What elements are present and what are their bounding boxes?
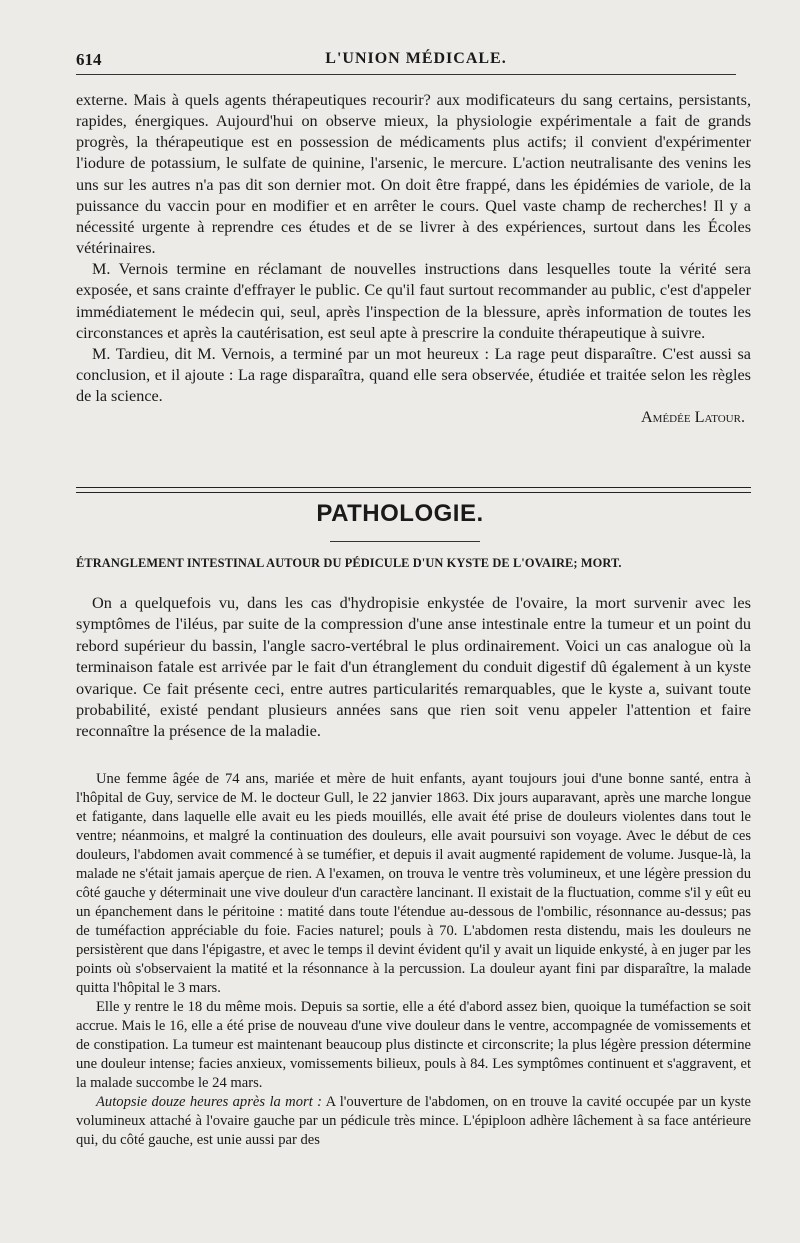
running-head xyxy=(76,44,756,74)
case-report-block xyxy=(76,770,751,1150)
autopsy-lead: Autopsie douze heures après la mort : xyxy=(96,1094,323,1110)
author-signature: Amédée Latour. xyxy=(640,408,745,427)
page-number: 614 xyxy=(76,50,102,69)
article-subheading: ÉTRANGLEMENT INTESTINAL AUTOUR DU PÉDICULE D'UN KYSTE DE L'OVAIRE; MORT. xyxy=(76,556,622,570)
intro-paragraph-block xyxy=(76,592,751,742)
intro-paragraph: On a quelquefois vu, dans les cas d'hydropisie enkystée de l'ovaire, la mort survenir avec les symptômes de l'iléus, par suite de la compression d'une anse intestinale entre la tumeur et un point du rebord supérieur du bassin, l'angle sacro-vertébral le plus ordinairement. Voici un cas analogue où la terminaison fatale est arrivée par le fait d'un étranglement du conduit digestif dû également à un kyste ovarique. Ce fait présente ceci, entre autres particularités remarquables, que le kyste a, suivant toute probabilité, existé pendant plusieurs années sans que rien soit venu appeler l'attention et faire reconnaître la présence de la maladie. xyxy=(76,593,751,741)
autopsy-text: A l'ouverture de l'abdomen, on en trouve la cavité occupée par un kyste volumineux attaché à l'ovaire gauche par un pédicule très mince. L'épiploon adhère lâchement à sa face antérieure qui, du côté gauche, est unie aussi par des xyxy=(76,1094,751,1148)
upper-article-text xyxy=(76,90,751,429)
upper-paragraph-2: M. Vernois termine en réclamant de nouvelles instructions dans lesquelles toute la vérité sera exposée, et sans crainte d'effrayer le public. Ce qu'il faut surtout recommander au public, c'est d'appeler immédiatement le médecin qui, seul, après l'inspection de la blessure, après information de toutes les circonstances et après la cautérisation, est seul apte à prescrire la conduite thérapeutique à suivre. xyxy=(76,260,751,342)
journal-title: L'UNION MÉDICALE. xyxy=(325,50,507,67)
upper-paragraph-3: M. Tardieu, dit M. Vernois, a terminé par un mot heureux : La rage peut disparaître. C'est aussi sa conclusion, et il ajoute : La rage disparaîtra, quand elle sera observée, étudiée et traitée selon les règles de la science. xyxy=(76,344,751,406)
case-paragraph-1: Une femme âgée de 74 ans, mariée et mère de huit enfants, ayant toujours joui d'une bonne santé, entra à l'hôpital de Guy, service de M. le docteur Gull, le 22 janvier 1863. Dix jours auparavant, après une marche longue et fatigante, dans laquelle elle avait eu les pieds mouillés, elle avait été prise de douleurs violentes dans tout le ventre; néanmoins, et malgré la continuation des douleurs, elle avait poursuivi son voyage. Avec le début de ces douleurs, l'abdomen avait commencé à se tuméfier, et depuis il avait augmenté rapidement de volume. Jusque-là, la malade ne s'était jamais aperçue de rien. A l'examen, on trouva le ventre très volumineux, et une légère pression du côté gauche y déterminait une vive douleur d'un caractère lancinant. Il existait de la fluctuation, comme s'il y eût eu un épanchement dans le péritoine : matité dans toute l'étendue au-dessous de l'ombilic, résonnance au-dessus; pas de tuméfaction appréciable du foie. Facies naturel; pouls à 70. L'abdomen resta distendu, mais les douleurs ne persistèrent que dans l'épigastre, et avec le temps il devint évident qu'il y avait un liquide enkysté, à en juger par les points où s'observaient la matité et la résonnance à la percussion. La douleur ayant fini par disparaître, la malade quitta l'hôpital le 3 mars. xyxy=(76,771,751,996)
section-title: PATHOLOGIE. xyxy=(316,500,484,527)
section-title-rule xyxy=(330,541,480,542)
section-divider xyxy=(76,487,751,493)
case-paragraph-2: Elle y rentre le 18 du même mois. Depuis sa sortie, elle a été d'abord assez bien, quoique la tuméfaction se soit accrue. Mais le 16, elle a été prise de nouveau d'une vive douleur dans le ventre, accompagnée de vomissements et de constipation. La tumeur est maintenant beaucoup plus distincte et circonscrite; la plus légère pression détermine une douleur intense; facies anxieux, vomissements bilieux, pouls à 84. Les symptômes continuent et s'aggravent, et la malade succombe le 24 mars. xyxy=(76,999,751,1091)
case-paragraph-3 xyxy=(76,1093,751,1150)
upper-paragraph-1: externe. Mais à quels agents thérapeutiques recourir? aux modificateurs du sang certains, persistants, rapides, énergiques. Aujourd'hui on observe mieux, la physiologie expérimentale a fait de grands progrès, la thérapeutique est en possession de médicaments plus actifs; il convient d'expérimenter l'iodure de potassium, le sulfate de quinine, l'arsenic, le mercure. L'action neutralisante des venins les uns sur les autres n'a pas dit son dernier mot. On doit être frappé, dans les épidémies de variole, de la puissance du vaccin pour en modifier et en arrêter le cours. Quel vaste champ de recherches! Il y a nécessité urgente à reprendre ces études et de se livrer à des expériences, surtout dans les Écoles vétérinaires. xyxy=(76,91,751,258)
header-rule xyxy=(76,74,736,75)
